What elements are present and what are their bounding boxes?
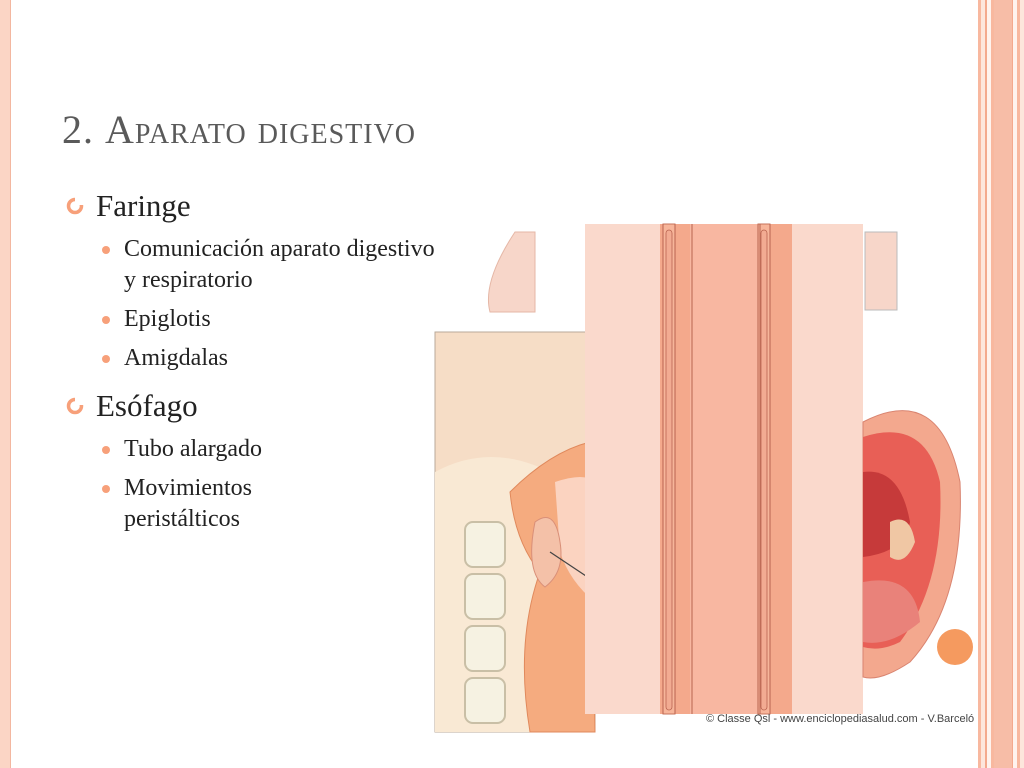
list-item: Amigdalas [102, 343, 466, 374]
dot-bullet-icon [102, 316, 110, 324]
list-item: Epiglotis [102, 304, 466, 335]
section-heading: Esófago [66, 388, 466, 424]
open-circle-bullet-icon [66, 397, 84, 415]
bullet-list [66, 188, 466, 549]
list-item: Movimientos peristálticos [102, 473, 466, 535]
list-item: Comunicación aparato digestivo y respiratorio [102, 234, 466, 296]
dot-bullet-icon [102, 355, 110, 363]
slide-title [62, 106, 416, 153]
section-esofago [66, 388, 466, 535]
dot-bullet-icon [102, 246, 110, 254]
open-circle-bullet-icon [66, 197, 84, 215]
title-text: Aparato digestivo [105, 107, 417, 152]
title-number: 2. [62, 107, 94, 152]
section-heading: Faringe [66, 188, 466, 224]
dot-bullet-icon [102, 485, 110, 493]
image-credit: © Classe Qsl - www.enciclopediasalud.com - V.Barceló [706, 713, 975, 725]
section-faringe [66, 188, 466, 374]
left-frame-border [0, 0, 11, 768]
right-frame-stripes [978, 0, 1024, 768]
list-item: Tubo alargado [102, 434, 466, 465]
anatomy-illustration [420, 222, 980, 742]
dot-bullet-icon [102, 446, 110, 454]
